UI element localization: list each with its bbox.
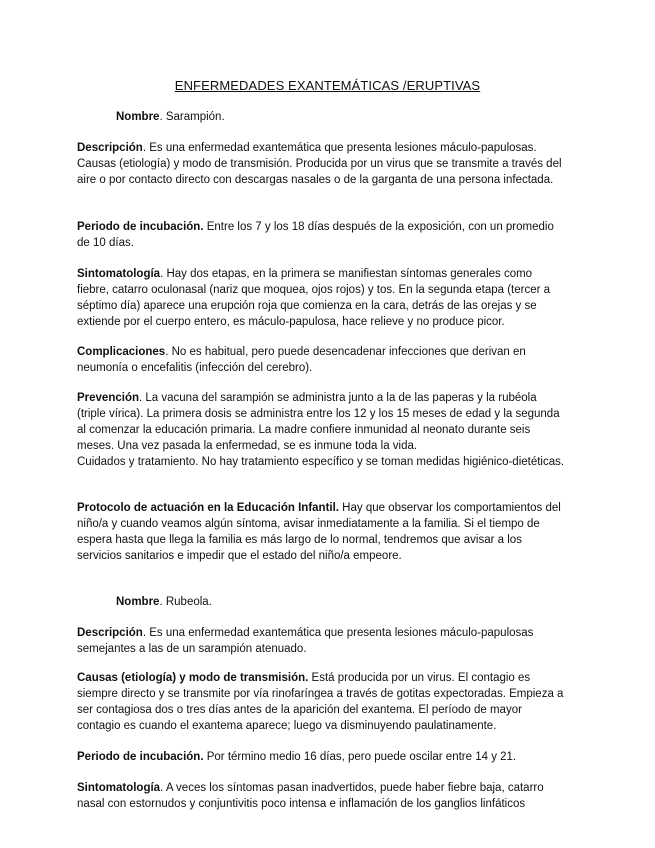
sarampion-nombre bbox=[116, 109, 606, 125]
protocolo-label: Protocolo de actuación en la Educación Infantil. bbox=[77, 502, 339, 514]
descripcion-label: Descripción bbox=[77, 142, 143, 154]
causas-text: Está producida por un virus. El contagio es siempre directo y se transmite por vía rinofaríngea a través de gotitas expectoradas. Empieza a ser contagiosa dos o tres días antes de la aparición del exantema. El período de mayor contagio es cuando el exantema aparece; luego va disminuyendo paulatinamente. bbox=[77, 672, 564, 732]
prevencion-text: . La vacuna del sarampión se administra junto a la de las paperas y la rubéola (triple vírica). La primera dosis se administra entre los 12 y los 15 meses de edad y la segunda al comenzar la educación primaria. La madre confiere inmunidad al neonato durante seis meses. Una vez pasada la enfermedad, se es inmune toda la vida. bbox=[77, 392, 560, 452]
complicaciones-text: . No es habitual, pero puede desencadenar infecciones que derivan en neumonía o encefalitis (infección del cerebro). bbox=[77, 346, 526, 374]
document-title: ENFERMEDADES EXANTEMÁTICAS /ERUPTIVAS bbox=[174, 78, 481, 93]
prevencion-label: Prevención bbox=[77, 392, 139, 404]
nombre-value: . Rubeola. bbox=[159, 596, 212, 608]
nombre-label: Nombre bbox=[116, 596, 160, 608]
incubacion-text: Entre los 7 y los 18 días después de la exposición, con un promedio de 10 días. bbox=[77, 221, 554, 249]
causas-label: Causas (etiología) y modo de transmisión. bbox=[77, 672, 309, 684]
rubeola-descripcion bbox=[77, 625, 567, 657]
rubeola-causas bbox=[77, 670, 567, 734]
sarampion-descripcion bbox=[77, 140, 567, 188]
sarampion-protocolo bbox=[77, 500, 567, 564]
nombre-value: . Sarampión. bbox=[159, 111, 225, 123]
rubeola-sintomatologia bbox=[77, 780, 567, 812]
descripcion-text: . Es una enfermedad exantemática que presenta lesiones máculo-papulosas. Causas (etiología) y modo de transmisión. Producida por un virus que se transmite a través del aire o por contacto directo con descargas nasales o de la garganta de una persona infectada. bbox=[77, 142, 562, 186]
complicaciones-label: Complicaciones bbox=[77, 346, 166, 358]
incubacion-label: Periodo de incubación. bbox=[77, 751, 204, 763]
sintomatologia-label: Sintomatología bbox=[77, 782, 161, 794]
descripcion-text: . Es una enfermedad exantemática que presenta lesiones máculo-papulosas semejantes a las de un sarampión atenuado. bbox=[77, 627, 534, 655]
sintomatologia-label: Sintomatología bbox=[77, 268, 161, 280]
sintomatologia-text: . A veces los síntomas pasan inadvertidos, puede haber fiebre baja, catarro nasal con estornudos y conjuntivitis poco intensa e inflamación de los ganglios linfáticos bbox=[77, 782, 544, 810]
nombre-label: Nombre bbox=[116, 111, 160, 123]
rubeola-incubacion bbox=[77, 749, 567, 765]
sarampion-prevencion bbox=[77, 390, 567, 470]
protocolo-text: Hay que observar los comportamientos del niño/a y cuando veamos algún síntoma, avisar inmediatamente a la familia. Si el tiempo de espera hasta que llega la familia es más largo de lo normal, tendremos que avisar a los servicios sanitarios e impedir que el estado del niño/a empeore. bbox=[77, 502, 561, 562]
incubacion-label: Periodo de incubación. bbox=[77, 221, 204, 233]
sarampion-complicaciones bbox=[77, 344, 567, 376]
incubacion-text: Por término medio 16 días, pero puede oscilar entre 14 y 21. bbox=[203, 751, 517, 763]
sintomatologia-text: . Hay dos etapas, en la primera se manifiestan síntomas generales como fiebre, catarro oculonasal (nariz que moquea, ojos rojos) y tos. En la segunda etapa (tercer a séptimo día) aparece una erupción roja que comienza en la cara, detrás de las orejas y se extiende por el cuerpo entero, es máculo-papulosa, hace relieve y no produce picor. bbox=[77, 268, 551, 328]
rubeola-nombre bbox=[116, 594, 606, 610]
tratamiento-text: Cuidados y tratamiento. No hay tratamiento específico y se toman medidas higiénico-dietéticas. bbox=[77, 456, 565, 468]
descripcion-label: Descripción bbox=[77, 627, 143, 639]
sarampion-sintomatologia bbox=[77, 266, 567, 330]
sarampion-incubacion bbox=[77, 219, 567, 251]
